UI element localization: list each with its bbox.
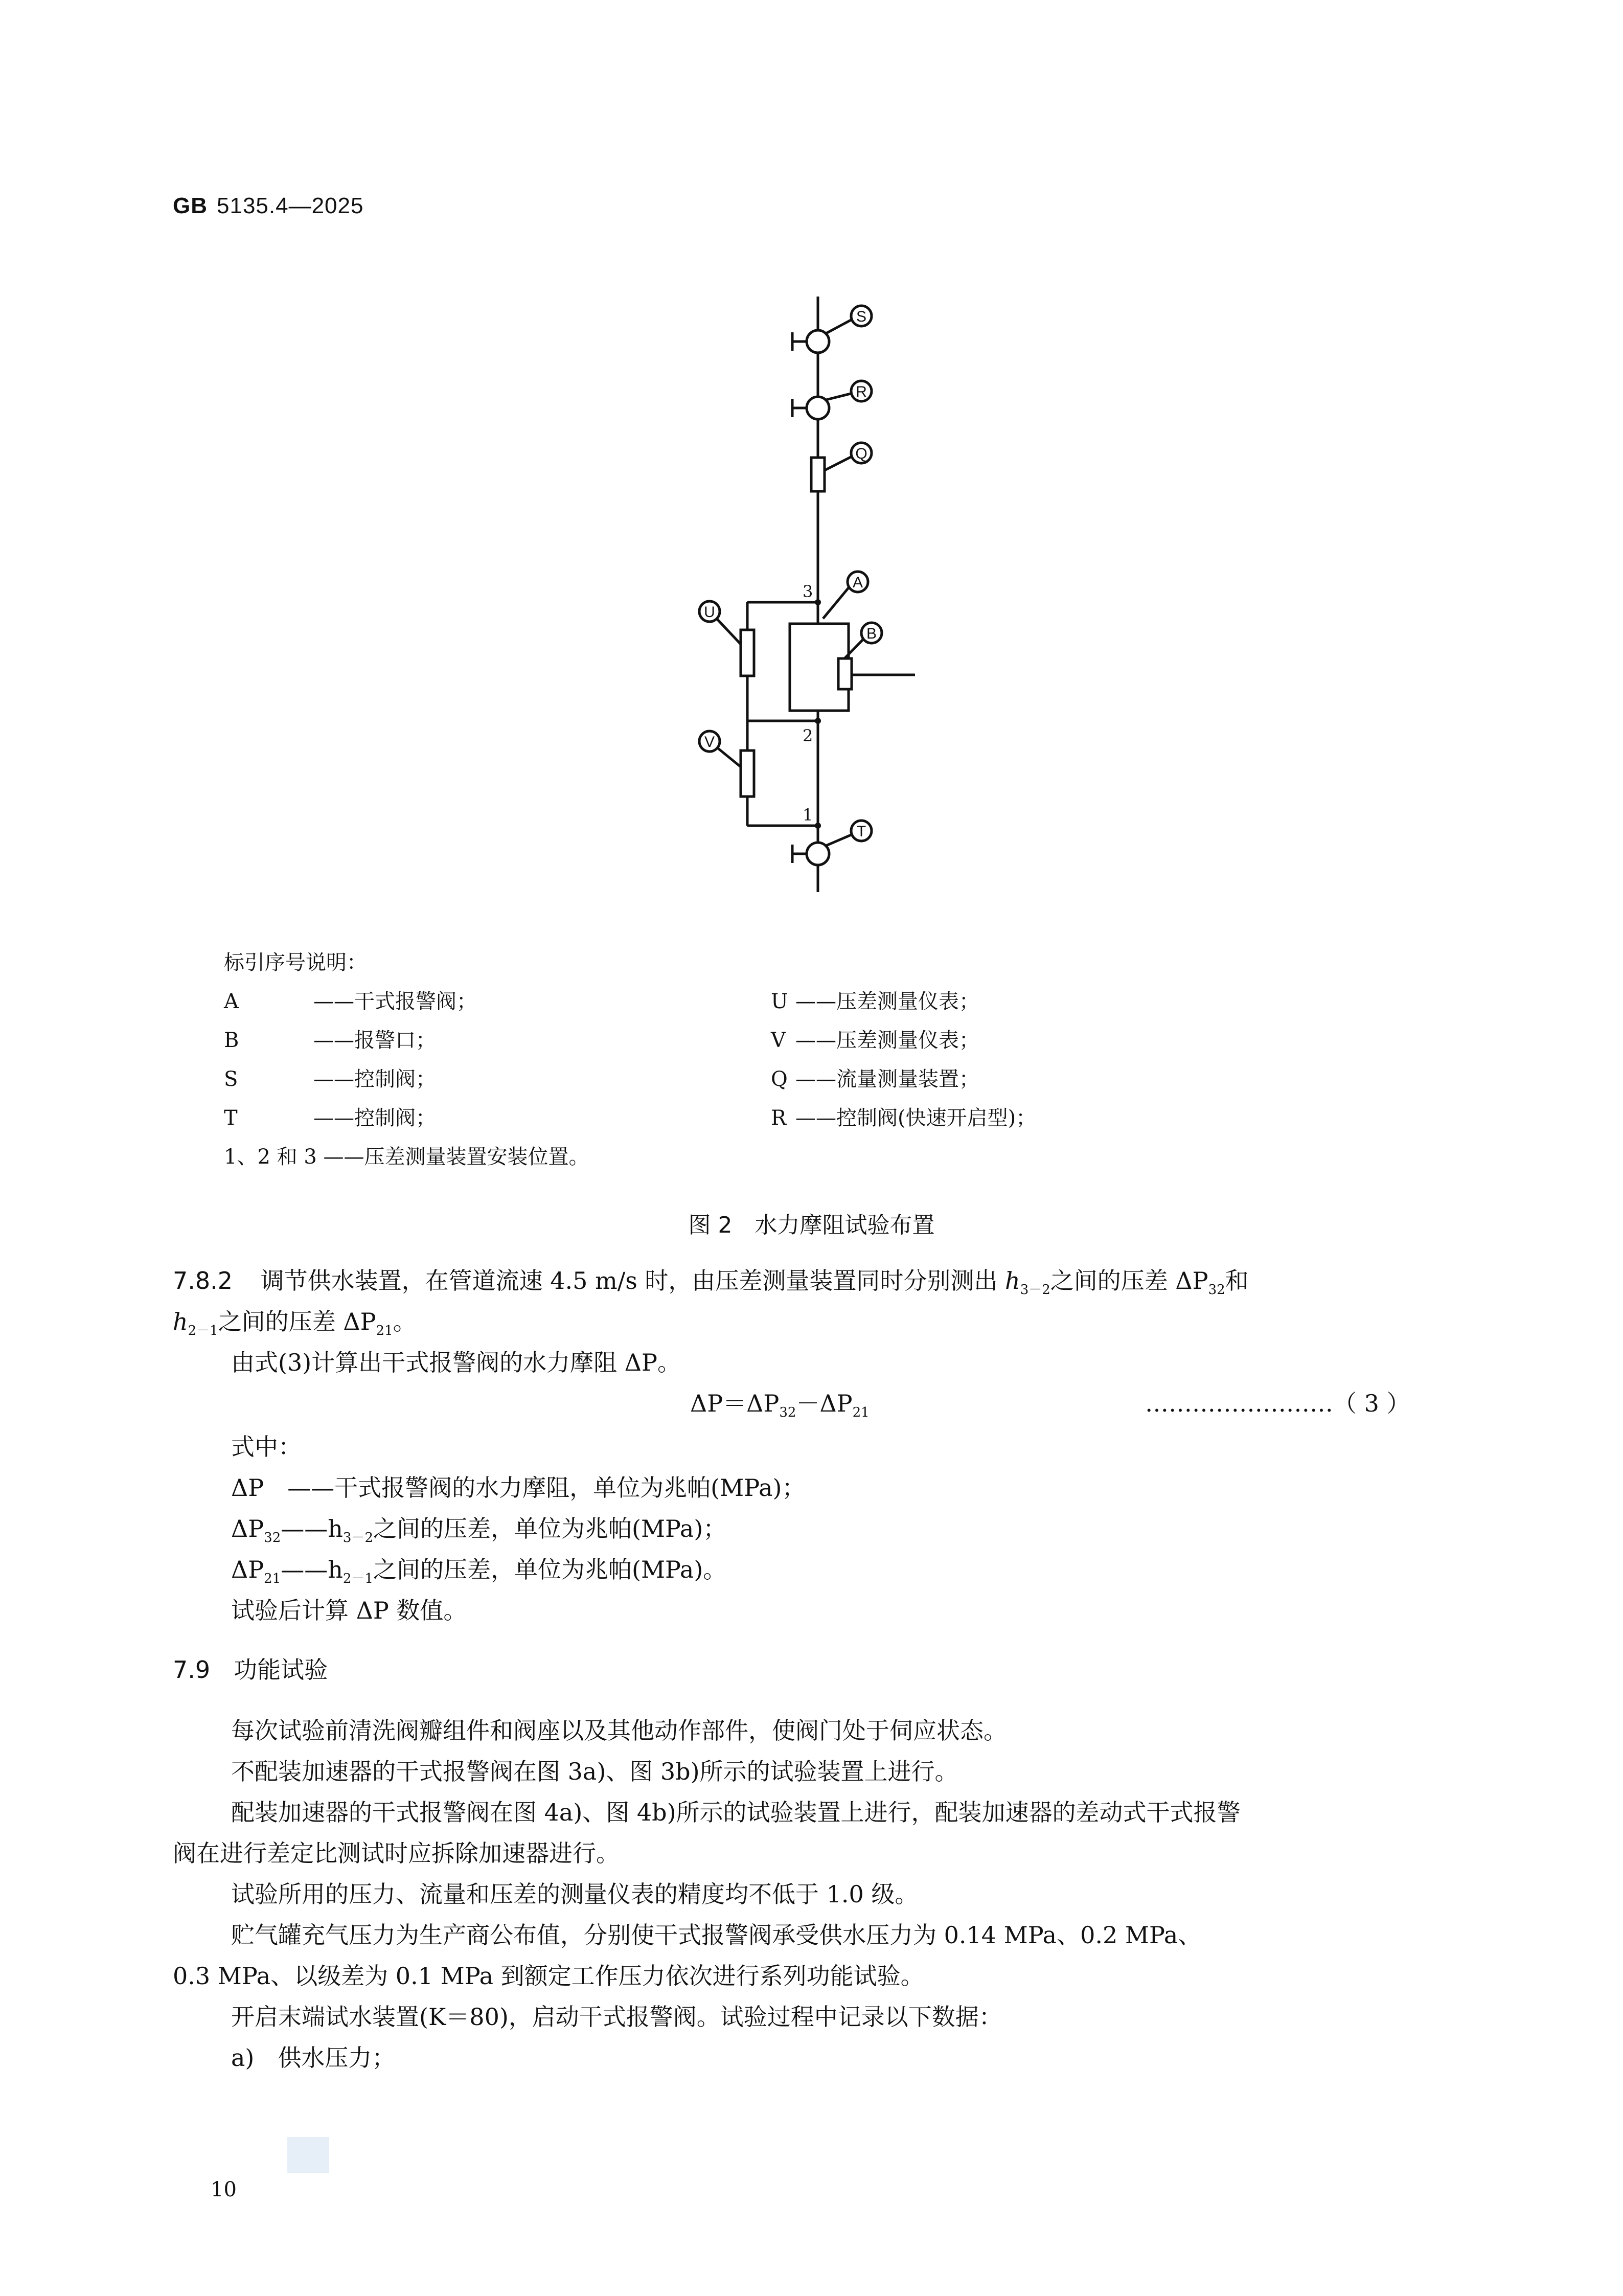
label-S: S <box>856 308 867 325</box>
paragraph: 配装加速器的干式报警阀在图 4a)、图 4b)所示的试验装置上进行，配装加速器的差动式干式报警 <box>231 1799 1241 1826</box>
paragraph: 试验所用的压力、流量和压差的测量仪表的精度均不低于 1.0 级。 <box>231 1880 919 1908</box>
watermark-logo <box>287 2137 329 2173</box>
label-B: B <box>866 625 877 642</box>
legend <box>224 943 367 982</box>
point-3: 3 <box>803 582 813 601</box>
hydraulic-friction-test-diagram <box>665 286 951 900</box>
formula-3: $\Delta P=\Delta P_{32}-\Delta P_{21}$ <box>690 1390 870 1421</box>
legend-item: U ——压差测量仪表； <box>771 990 979 1013</box>
legend-item: A ——干式报警阀； <box>224 990 477 1013</box>
list-item: a) 供水压力； <box>231 2044 396 2072</box>
point-2: 2 <box>803 726 813 745</box>
label-V: V <box>704 734 715 751</box>
legend-right-column <box>771 982 1036 1138</box>
formula-intro: 由式(3)计算出干式报警阀的水力摩阻 ΔP。 <box>231 1349 681 1376</box>
section-heading-7-9: 7.9 功能试验 <box>173 1656 328 1684</box>
point-1: 1 <box>803 805 813 825</box>
formula-number: ……………………（ 3 ） <box>1145 1390 1410 1417</box>
legend-item: T ——控制阀； <box>224 1106 436 1130</box>
label-T: T <box>856 823 866 840</box>
legend-item: Q ——流量测量装置； <box>771 1067 979 1091</box>
label-R: R <box>856 383 867 400</box>
definition-dp32: $\Delta P_{32}——h_{3-2}$之间的压差，单位为兆帕(MPa)； <box>231 1515 727 1546</box>
legend-left-column <box>224 982 589 1176</box>
label-A: A <box>852 574 863 591</box>
legend-title: 标引序号说明： <box>224 951 367 974</box>
legend-item: V ——压差测量仪表； <box>771 1029 979 1052</box>
paragraph: 开启末端试水装置(K＝80)，启动干式报警阀。试验过程中记录以下数据： <box>231 2003 1002 2031</box>
figure-caption: 图 2 水力摩阻试验布置 <box>688 1212 935 1238</box>
definition-dp21: $\Delta P_{21}——h_{2-1}$之间的压差，单位为兆帕(MPa)。 <box>231 1556 727 1587</box>
paragraph-7-8-2: 7.8.2 调节供水装置，在管道流速 4.5 m/s 时，由压差测量装置同时分别测出 $h_{3-2}$之间的压差 $\Delta P_{32}$和 <box>173 1267 1249 1298</box>
legend-item: B ——报警口； <box>224 1029 436 1052</box>
label-U: U <box>704 604 715 621</box>
definition-dp: ΔP ——干式报警阀的水力摩阻，单位为兆帕(MPa)； <box>231 1474 806 1502</box>
standard-header <box>173 193 363 219</box>
paragraph: 贮气罐充气压力为生产商公布值，分别使干式报警阀承受供水压力为 0.14 MPa、0.2 MPa、 <box>231 1921 1202 1949</box>
paragraph-cont: 0.3 MPa、以级差为 0.1 MPa 到额定工作压力依次进行系列功能试验。 <box>173 1962 924 1990</box>
paragraph-7-8-2-cont: $h_{2-1}$之间的压差 $\Delta P_{21}$。 <box>173 1308 417 1339</box>
legend-item: R ——控制阀(快速开启型)； <box>771 1106 1037 1130</box>
paragraph-cont: 阀在进行差定比测试时应拆除加速器进行。 <box>173 1839 620 1867</box>
where-label: 式中： <box>231 1433 302 1461</box>
paragraph: 每次试验前清洗阀瓣组件和阀座以及其他动作部件，使阀门处于伺应状态。 <box>231 1717 1007 1744</box>
page-number: 10 <box>211 2178 237 2201</box>
standard-number: 5135.4—2025 <box>217 193 364 218</box>
legend-item-positions: 1、2 和 3 ——压差测量装置安装位置。 <box>224 1145 589 1169</box>
legend-item: S ——控制阀； <box>224 1067 436 1091</box>
after-test: 试验后计算 ΔP 数值。 <box>231 1597 467 1624</box>
label-Q: Q <box>855 445 867 462</box>
paragraph: 不配装加速器的干式报警阀在图 3a)、图 3b)所示的试验装置上进行。 <box>231 1758 958 1785</box>
standard-code: GB <box>173 193 208 218</box>
